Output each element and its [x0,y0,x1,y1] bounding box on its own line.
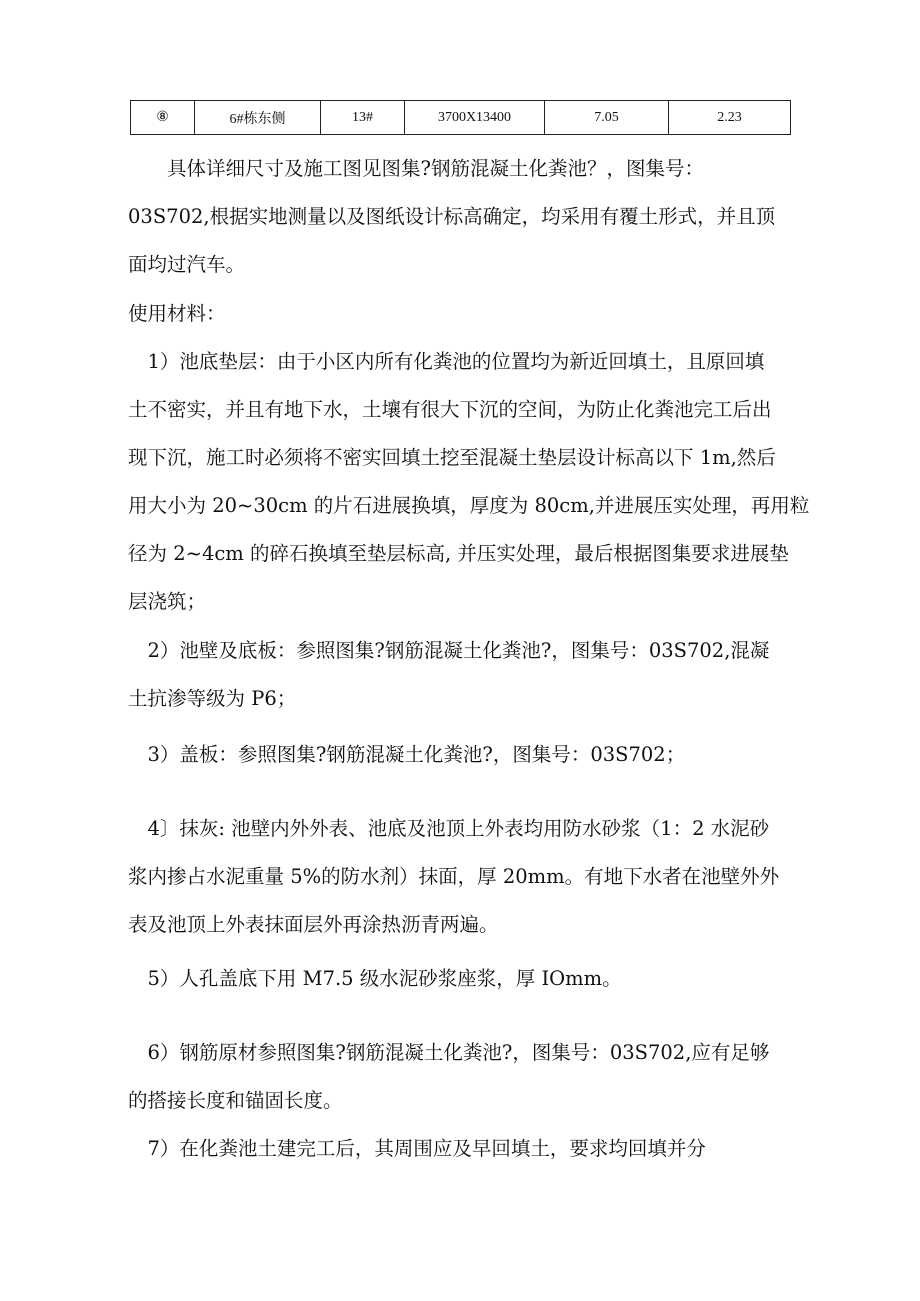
paragraph-item-3-cover [128,731,792,779]
paragraph-drawing-reference [128,145,792,289]
text-line: 1）池底垫层：由于小区内所有化粪池的位置均为新近回填土，且原回填 [128,350,765,373]
text-line: 2）池壁及底板：参照图集?钢筋混凝土化粪池?，图集号：03S702,混凝 [128,639,770,662]
table-row [131,101,791,135]
text-line: 3）盖板：参照图集?钢筋混凝土化粪池?，图集号：03S702； [128,743,686,766]
text-line: 的搭接长度和锚固长度。 [128,1089,343,1112]
table-cell-value-2: 2.23 [669,101,791,135]
text-line: 7）在化粪池土建完工后，其周围应及早回填土，要求均回填并分 [128,1137,706,1160]
text-line: 浆内掺占水泥重量 5%的防水剂）抹面，厚 20mm。有地下水者在池壁外外 [128,865,780,888]
text-line: 面均过汽车。 [128,253,246,276]
text-line: 使用材料： [128,302,226,325]
paragraph-materials-heading [128,290,792,338]
text-line: 现下沉，施工时必须将不密实回填土挖至混凝土垫层设计标高以下 1m,然后 [128,446,776,469]
paragraph-item-5-manhole [128,955,792,1003]
text-line: 表及池顶上外表抹面层外再涂热沥青两遍。 [128,913,499,936]
text-line: 层浇筑； [128,590,207,613]
septic-tank-spec-table [130,100,791,135]
text-line: 土抗渗等级为 P6； [128,687,297,710]
text-line: 土不密实，并且有地下水，土壤有很大下沉的空间，为防止化粪池完工后出 [128,398,772,421]
text-line: 6）钢筋原材参照图集?钢筋混凝土化粪池?，图集号：03S702,应有足够 [128,1041,770,1064]
paragraph-item-6-rebar [128,1029,792,1125]
table-cell-value-1: 7.05 [545,101,669,135]
table-cell-size: 3700X13400 [405,101,545,135]
table-cell-type: 13# [321,101,405,135]
text-line: 用大小为 20~30cm 的片石进展换填，厚度为 80cm,并进展压实处理，再用粒 [128,494,810,517]
text-line: 03S702,根据实地测量以及图纸设计标高确定，均采用有覆土形式，并且顶 [128,205,776,228]
text-line: 4〕抹灰: 池壁内外外表、池底及池顶上外表均用防水砂浆（1：2 水泥砂 [128,817,770,840]
paragraph-item-4-plaster [128,805,792,949]
paragraph-item-7-backfill [128,1125,792,1173]
paragraph-item-2-wall-floor [128,627,792,723]
paragraph-item-1-cushion [128,338,810,626]
text-line: 径为 2~4cm 的碎石换填至垫层标高, 并压实处理，最后根据图集要求进展垫 [128,542,789,565]
text-line: 具体详细尺寸及施工图见图集?钢筋混凝土化粪池？，图集号： [128,157,704,180]
table-cell-index: ⑧ [131,101,195,135]
text-line: 5）人孔盖底下用 M7.5 级水泥砂浆座浆，厚 IOmm。 [128,967,622,990]
table-cell-location: 6#栋东侧 [195,101,321,135]
